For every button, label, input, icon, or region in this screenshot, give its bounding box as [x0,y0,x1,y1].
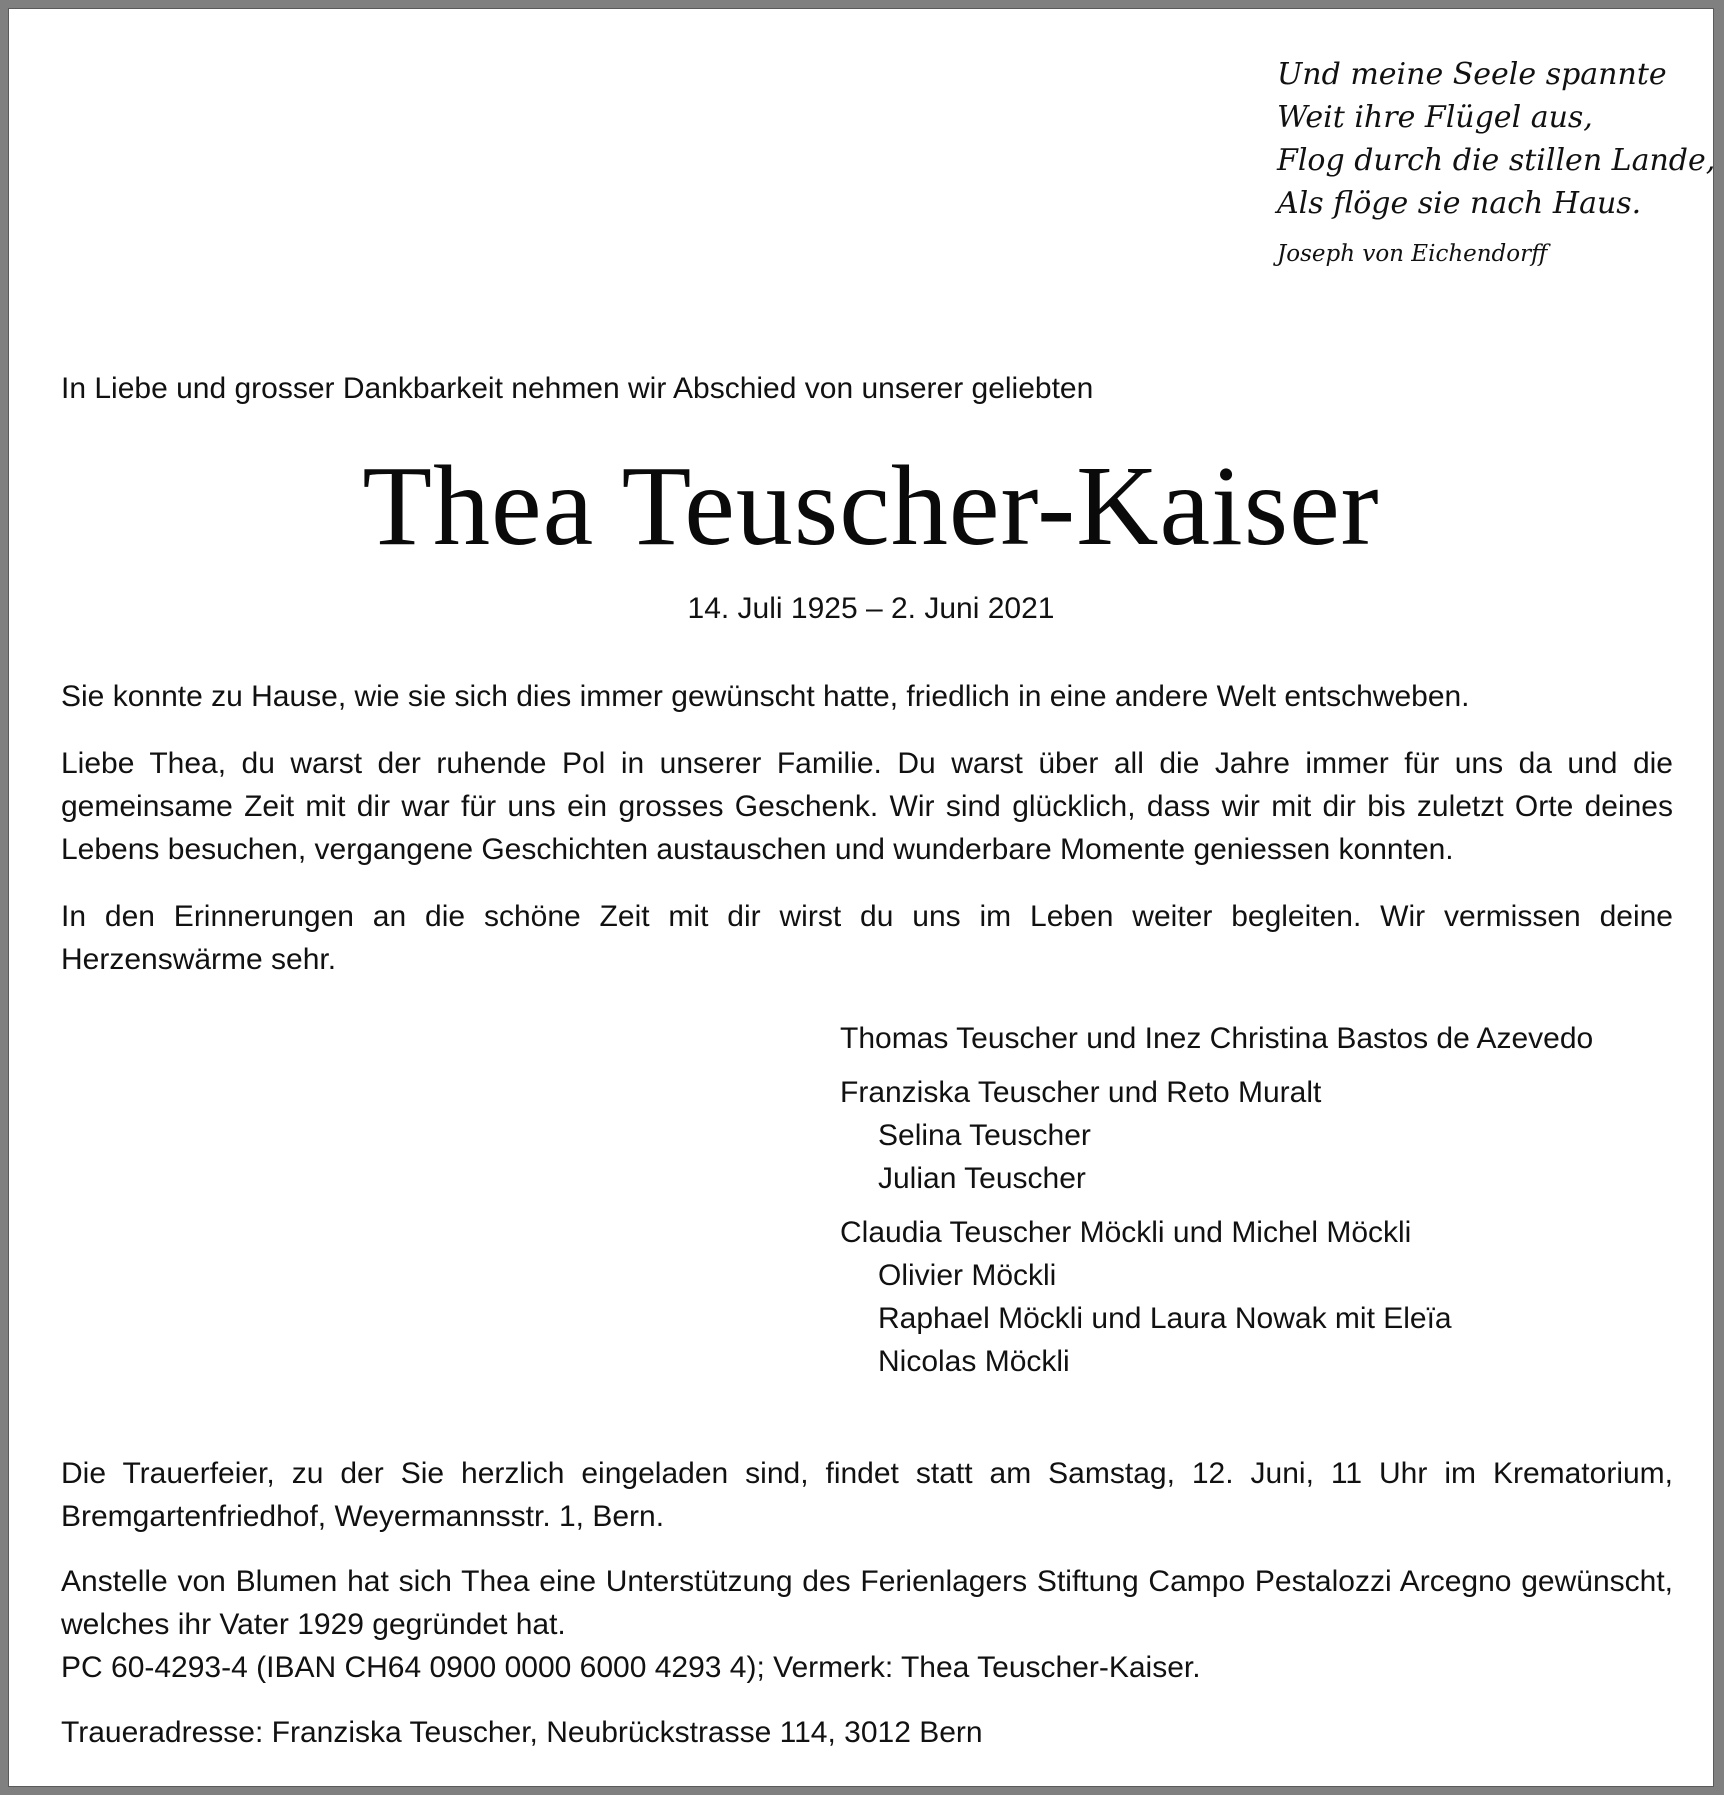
family-child: Olivier Möckli [878,1259,1057,1292]
closing-info [61,1452,1673,1776]
deceased-name: Thea Teuscher-Kaiser [362,442,1380,569]
poem-author: Joseph von Eichendorff [1277,241,1548,267]
message-paragraph: Sie konnte zu Hause, wie sie sich dies immer gewünscht hatte, friedlich in eine andere Welt entschweben. [61,680,1470,713]
life-dates: 14. Juli 1925 – 2. Juni 2021 [687,592,1055,625]
account-text: PC 60-4293-4 (IBAN CH64 0900 0000 6000 4293 4); Vermerk: Thea Teuscher-Kaiser. [61,1651,1201,1684]
family-child: Selina Teuscher [878,1119,1091,1152]
family-head: Franziska Teuscher und Reto Muralt [840,1076,1322,1109]
obituary-page [8,8,1714,1787]
poem-line: Flog durch die stillen Lande, [1277,143,1716,178]
family-group [840,1071,1593,1200]
mourning-address: Traueradresse: Franziska Teuscher, Neubrückstrasse 114, 3012 Bern [61,1716,983,1749]
family-head: Claudia Teuscher Möckli und Michel Möckli [840,1216,1412,1249]
message-body [61,675,1673,1005]
family-head: Thomas Teuscher und Inez Christina Bastos de Azevedo [840,1022,1594,1055]
family-group [840,1211,1593,1383]
donation-block [61,1560,1673,1689]
poem-line: Als flöge sie nach Haus. [1277,186,1642,221]
poem-block [1277,53,1716,269]
donation-text: Anstelle von Blumen hat sich Thea eine Unterstützung des Ferienlagers Stiftung Campo Pestalozzi Arcegno gewünscht, welches ihr Vater 1929 gegründet hat. [61,1565,1673,1641]
poem-line: Weit ihre Flügel aus, [1277,100,1593,135]
poem-line: Und meine Seele spannte [1277,57,1667,92]
message-paragraph: Liebe Thea, du warst der ruhende Pol in unserer Familie. Du warst über all die Jahre immer für uns da und die gemeinsame Zeit mit dir war für uns ein grosses Geschenk. Wir sind glücklich, dass wir mit dir bis zuletzt Orte deines Lebens besuchen, vergangene Geschichten austauschen und wunderbare Momente geniessen konnten. [61,747,1673,866]
ceremony-text: Die Trauerfeier, zu der Sie herzlich eingeladen sind, findet statt am Samstag, 12. Juni, 11 Uhr im Krematorium, Bremgartenfriedhof, Weyermannsstr. 1, Bern. [61,1457,1673,1533]
mourners-list [840,1017,1593,1394]
family-child: Julian Teuscher [878,1162,1086,1195]
message-paragraph: In den Erinnerungen an die schöne Zeit mit dir wirst du uns im Leben weiter begleiten. Wir vermissen deine Herzenswärme sehr. [61,900,1673,976]
family-child: Nicolas Möckli [878,1345,1070,1378]
family-child: Raphael Möckli und Laura Nowak mit Eleïa [878,1302,1452,1335]
intro-text: In Liebe und grosser Dankbarkeit nehmen wir Abschied von unserer geliebten [61,372,1094,405]
family-group [840,1017,1593,1060]
